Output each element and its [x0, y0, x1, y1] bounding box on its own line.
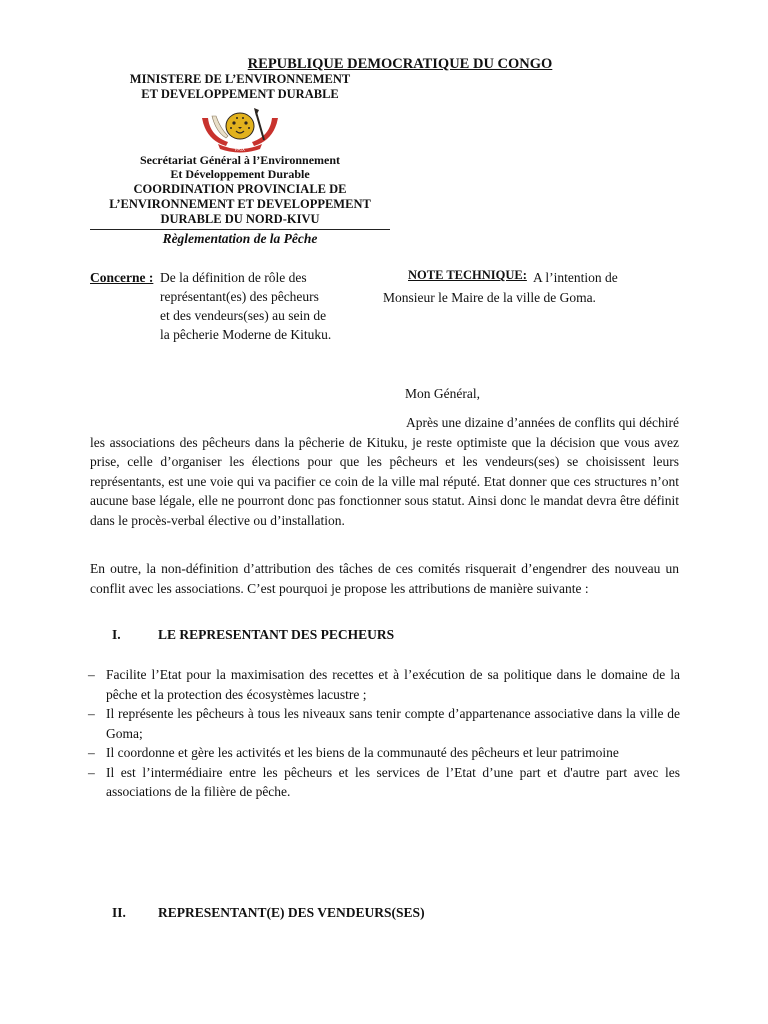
seal-spear	[256, 112, 264, 140]
body-paragraph-2: En outre, la non-définition d’attribution des tâches de ces comités risquerait d’engendrer des nouveau un conflit avec les associations. C’est pourquoi je propose les attributions de manière suivante :	[90, 561, 679, 596]
body-paragraph-1: Après une dizaine d’années de conflits qui déchiré les associations des pêcheurs dans la pêcherie de Kituku, je reste optimiste que la décision que vous avez prise, celle d’organiser les élections pour que les pêcheurs et les vendeurs(ses) se choisissent leurs représentants, est une voie qui va pacifier ce coin de la ville mal réputé. Etat donner que ces structures n’ont aucune base légale, elle ne pourront donc pas fonctionner sous statut. Ainsi donc le mandat devra être définit dans le procès-verbal élective ou d’installation.	[90, 415, 679, 528]
list-item	[88, 743, 680, 763]
concerne-label: Concerne :	[90, 270, 154, 285]
salutation: Mon Général,	[405, 386, 480, 401]
secretariat-heading	[90, 153, 390, 181]
section-1-bullet-list	[88, 665, 680, 802]
secretariat-line-2: Et Développement Durable	[170, 167, 310, 181]
bullet-text: Il est l’intermédiaire entre les pêcheurs et les services de l’Etat d’une part et d'autre part avec les associations de la filière de pêche.	[106, 764, 680, 799]
note-technique-label: NOTE TECHNIQUE:	[408, 268, 527, 282]
country-heading: REPUBLIQUE DEMOCRATIQUE DU CONGO	[247, 56, 553, 72]
bullet-dash: –	[88, 706, 95, 721]
seal-spear-tip	[254, 108, 259, 116]
header-divider	[90, 229, 390, 230]
seal-leopard-head	[226, 113, 254, 139]
section-1-title: LE REPRESENTANT DES PECHEURS	[158, 627, 395, 642]
coat-of-arms-seal	[192, 106, 288, 154]
section-2-title: REPRESENTANT(E) DES VENDEURS(SES)	[158, 905, 425, 920]
concerne-text	[160, 268, 370, 344]
list-item	[88, 763, 680, 802]
coordination-line-1: COORDINATION PROVINCIALE DE	[133, 182, 347, 196]
coordination-line-2: L’ENVIRONNEMENT ET DEVELOPPEMENT	[109, 197, 371, 211]
list-item	[88, 665, 680, 704]
note-recipient-line-1: A l’intention de	[533, 270, 618, 285]
bullet-dash: –	[88, 764, 95, 780]
secretariat-line-1: Secrétariat Général à l’Environnement	[139, 153, 341, 167]
bullet-dash: –	[88, 745, 95, 760]
bullet-text: Il coordonne et gère les activités et les biens de la communauté des pêcheurs et leur patrimoine	[106, 745, 619, 760]
concerne-line-4: la pêcherie Moderne de Kituku.	[160, 327, 332, 342]
ministry-heading	[90, 72, 390, 102]
bullet-text: Il représente les pêcheurs à tous les niveaux sans tenir compte d’appartenance associative dans la ville de Goma;	[106, 706, 680, 741]
service-title: Règlementation de la Pêche	[162, 231, 318, 246]
seal-motto: PAIX	[235, 148, 245, 153]
seal-ribbon-right	[252, 118, 278, 146]
section-1-number: I.	[112, 627, 121, 642]
bullet-dash: –	[88, 667, 95, 682]
ministry-line-1: MINISTERE DE L’ENVIRONNEMENT	[129, 72, 351, 86]
concerne-line-1: De la définition de rôle des	[160, 270, 307, 285]
list-item	[88, 704, 680, 743]
section-2-number: II.	[112, 905, 126, 920]
ministry-line-2: ET DEVELOPPEMENT DURABLE	[141, 87, 339, 101]
concerne-line-3: et des vendeurs(ses) au sein de	[160, 308, 327, 323]
bullet-text: Facilite l’Etat pour la maximisation des recettes et à l’exécution de sa politique dans le domaine de la pêche et la protection des écosystèmes lacustre ;	[106, 667, 680, 702]
note-recipient-line-2: Monsieur le Maire de la ville de Goma.	[383, 290, 596, 305]
concerne-line-2: représentant(es) des pêcheurs	[160, 289, 319, 304]
coordination-heading	[90, 182, 390, 227]
coordination-line-3: DURABLE DU NORD-KIVU	[160, 212, 320, 226]
